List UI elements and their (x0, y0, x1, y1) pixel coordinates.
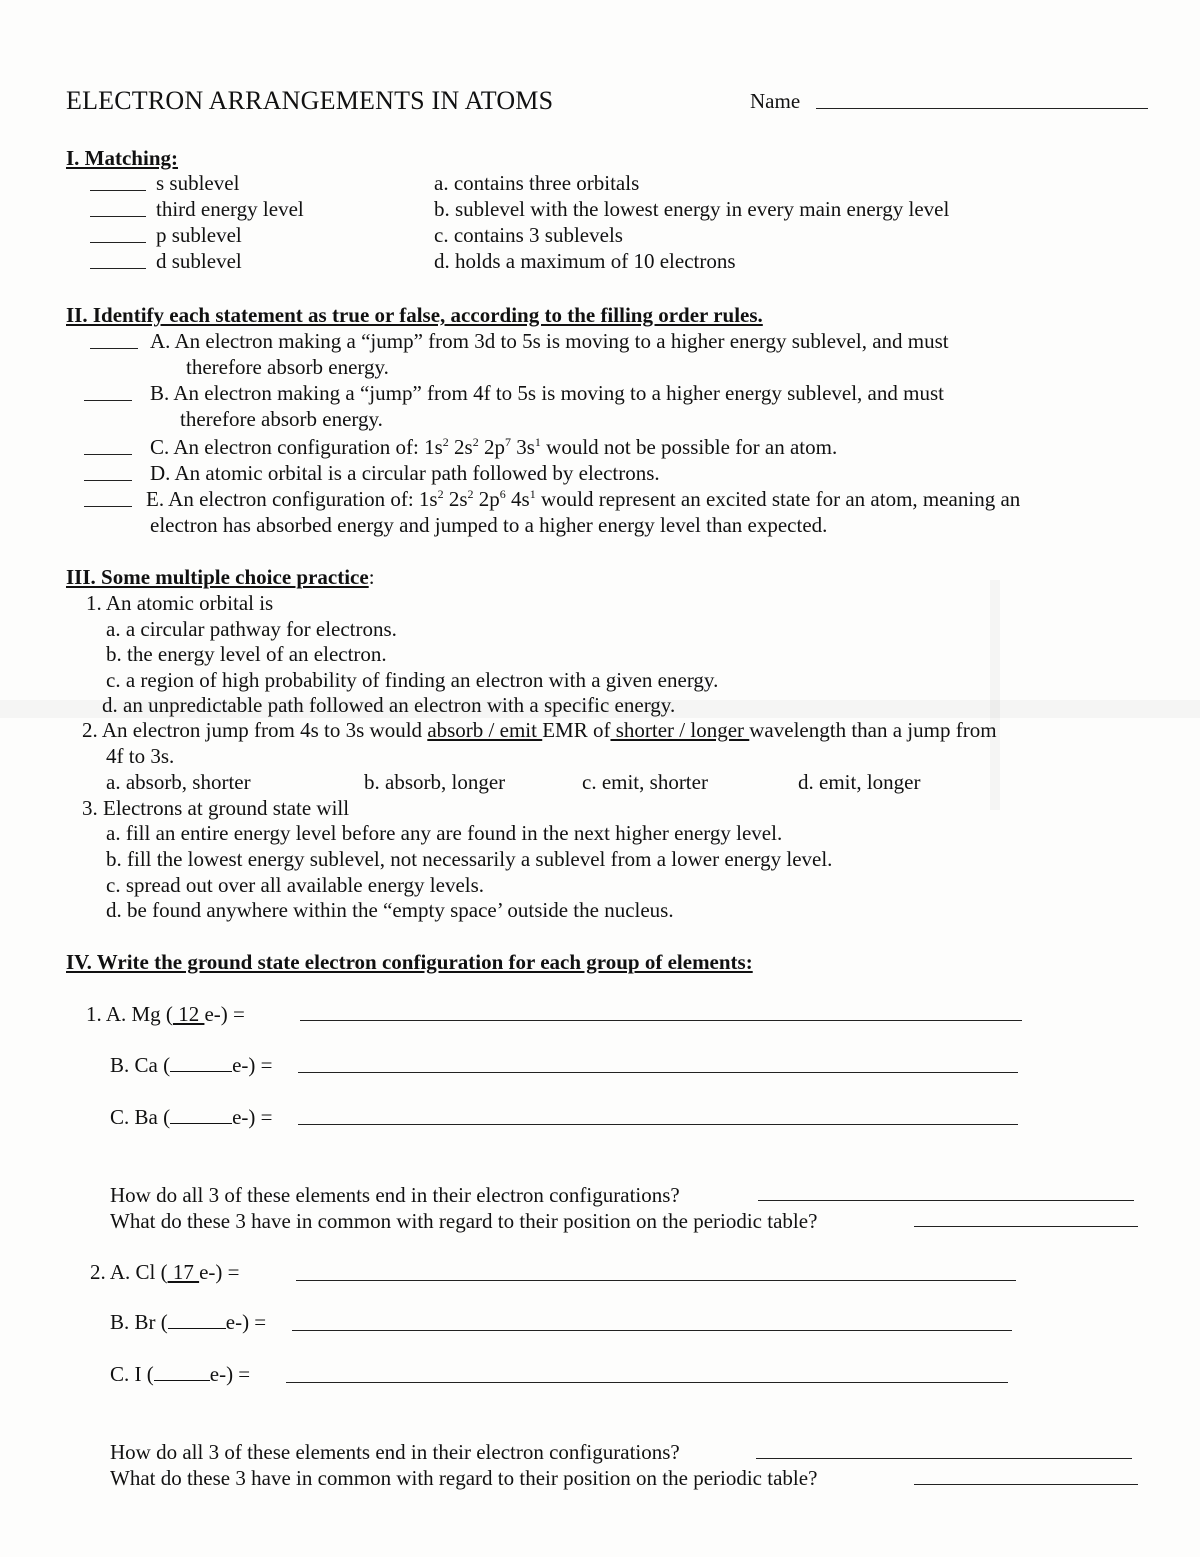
answer-blank[interactable] (84, 454, 132, 455)
ba-config-field[interactable] (298, 1124, 1018, 1125)
element-suffix: e-) = (209, 1362, 251, 1386)
question-2-text: wavelength than a jump from (749, 718, 997, 742)
element-suffix: e-) = (232, 1105, 273, 1129)
ca-row (110, 1052, 272, 1078)
answer-blank[interactable] (84, 480, 132, 481)
choice: c. a region of high probability of finding an electron with a given energy. (106, 668, 719, 692)
cl-row (90, 1259, 240, 1285)
group-2-answer-1[interactable] (756, 1458, 1132, 1459)
choice: a. absorb, shorter (106, 770, 251, 794)
statement-a: A. An electron making a “jump” from 3d to 5s is moving to a higher energy sublevel, and must (150, 329, 949, 353)
electron-count-blank[interactable] (168, 1310, 226, 1329)
choice: d. an unpredictable path followed an electron with a specific energy. (102, 693, 676, 717)
question-3: 3. Electrons at ground state will (82, 796, 350, 820)
superscript: 2 (467, 487, 474, 501)
choice: b. the energy level of an electron. (106, 642, 387, 666)
electron-count-blank[interactable] (170, 1105, 232, 1124)
statement-c-text: 2s (448, 435, 473, 459)
answer-blank[interactable] (90, 348, 138, 349)
matching-definition: c. contains 3 sublevels (434, 223, 623, 247)
choice: b. absorb, longer (364, 770, 506, 794)
statement-e-cont: electron has absorbed energy and jumped to a higher energy level than expected. (150, 513, 828, 537)
statement-b: B. An electron making a “jump” from 4f to 5s is moving to a higher energy sublevel, and must (150, 381, 944, 405)
statement-b-cont: therefore absorb energy. (180, 407, 383, 431)
choice: a. a circular pathway for electrons. (106, 617, 397, 641)
element-suffix: e-) = (204, 1002, 245, 1026)
question-2 (82, 717, 997, 743)
section-3-heading-text: III. Some multiple choice practice (66, 565, 369, 589)
element-label: C. I ( (110, 1362, 154, 1386)
element-suffix: e-) = (232, 1053, 273, 1077)
cl-config-field[interactable] (296, 1280, 1016, 1281)
group-1-question-2: What do these 3 have in common with regard to their position on the periodic table? (110, 1209, 818, 1233)
statement-e-text: 2s (443, 487, 468, 511)
answer-blank[interactable] (90, 216, 146, 217)
question-2-cont: 4f to 3s. (106, 744, 175, 768)
element-label: B. Ca ( (110, 1053, 171, 1077)
choice: d. be found anywhere within the “empty space’ outside the nucleus. (106, 898, 674, 922)
matching-term: p sublevel (156, 223, 242, 247)
section-3-heading (66, 564, 375, 590)
statement-d: D. An atomic orbital is a circular path followed by electrons. (150, 461, 660, 485)
mg-config-field[interactable] (300, 1020, 1022, 1021)
statement-a-cont: therefore absorb energy. (186, 355, 389, 379)
answer-blank[interactable] (84, 506, 132, 507)
i-config-field[interactable] (286, 1382, 1008, 1383)
choice: b. fill the lowest energy sublevel, not necessarily a sublevel from a lower energy level. (106, 847, 833, 871)
matching-term: third energy level (156, 197, 304, 221)
statement-e-text: 4s (505, 487, 530, 511)
question-2-text: EMR of (542, 718, 611, 742)
superscript: 1 (529, 487, 536, 501)
superscript: 2 (442, 435, 449, 449)
matching-definition: b. sublevel with the lowest energy in every main energy level (434, 197, 950, 221)
electron-count-blank[interactable] (154, 1362, 210, 1381)
section-1-heading: I. Matching: (66, 146, 178, 170)
section-3-colon: : (368, 565, 375, 589)
statement-c-text: C. An electron configuration of: 1s (150, 435, 443, 459)
electron-count-blank[interactable] (170, 1053, 232, 1072)
br-row (110, 1309, 266, 1335)
mg-row (86, 1001, 245, 1027)
superscript: 7 (504, 435, 511, 449)
element-label: C. Ba ( (110, 1105, 171, 1129)
element-suffix: e-) = (199, 1260, 240, 1284)
answer-blank[interactable] (90, 268, 146, 269)
group-2-answer-2[interactable] (914, 1484, 1138, 1485)
answer-blank[interactable] (90, 242, 146, 243)
question-2-option: shorter / longer (610, 718, 750, 742)
section-4-heading: IV. Write the ground state electron configuration for each group of elements: (66, 950, 753, 974)
matching-term: s sublevel (156, 171, 240, 195)
section-2-heading: II. Identify each statement as true or false, according to the filling order rules. (66, 303, 763, 327)
choice: a. fill an entire energy level before any are found in the next higher energy level. (106, 821, 783, 845)
group-1-answer-2[interactable] (914, 1226, 1138, 1227)
superscript: 1 (534, 435, 541, 449)
electron-count: 12 (172, 1002, 205, 1026)
name-label: Name (750, 89, 801, 113)
statement-e-text: 2p (473, 487, 500, 511)
group-1-answer-1[interactable] (758, 1200, 1134, 1201)
matching-definition: d. holds a maximum of 10 electrons (434, 249, 736, 273)
question-2-option: absorb / emit (427, 718, 543, 742)
matching-definition: a. contains three orbitals (434, 171, 640, 195)
statement-c-text: would not be possible for an atom. (540, 435, 838, 459)
element-label: 1. A. Mg ( (86, 1002, 173, 1026)
superscript: 2 (472, 435, 479, 449)
statement-c (150, 434, 837, 460)
i-row (110, 1361, 250, 1387)
group-2-question-1: How do all 3 of these elements end in their electron configurations? (110, 1440, 680, 1464)
name-field[interactable] (816, 108, 1148, 109)
superscript: 2 (437, 487, 444, 501)
matching-term: d sublevel (156, 249, 242, 273)
choice: c. spread out over all available energy levels. (106, 873, 485, 897)
element-label: B. Br ( (110, 1310, 168, 1334)
statement-e-text: would represent an excited state for an atom, meaning an (535, 487, 1021, 511)
element-label: 2. A. Cl ( (90, 1260, 168, 1284)
choice: c. emit, shorter (582, 770, 708, 794)
question-1: 1. An atomic orbital is (86, 591, 274, 615)
statement-e-text: E. An electron configuration of: 1s (146, 487, 438, 511)
ca-config-field[interactable] (298, 1072, 1018, 1073)
question-2-text: 2. An electron jump from 4s to 3s would (82, 718, 428, 742)
electron-count: 17 (167, 1260, 200, 1284)
choice: d. emit, longer (798, 770, 921, 794)
element-suffix: e-) = (225, 1310, 267, 1334)
group-1-question-1: How do all 3 of these elements end in their electron configurations? (110, 1183, 680, 1207)
statement-e (146, 486, 1020, 512)
statement-c-text: 2p (478, 435, 505, 459)
br-config-field[interactable] (292, 1330, 1012, 1331)
page-title: ELECTRON ARRANGEMENTS IN ATOMS (66, 86, 554, 115)
ba-row (110, 1104, 272, 1130)
group-2-question-2: What do these 3 have in common with regard to their position on the periodic table? (110, 1466, 818, 1490)
statement-c-text: 3s (510, 435, 535, 459)
superscript: 6 (499, 487, 506, 501)
scan-shadow (990, 580, 1000, 810)
answer-blank[interactable] (90, 190, 146, 191)
answer-blank[interactable] (84, 400, 132, 401)
